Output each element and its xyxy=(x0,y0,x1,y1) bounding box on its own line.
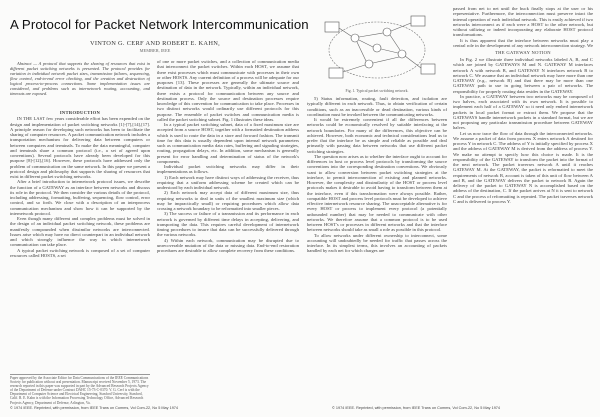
column-1 xyxy=(10,110,150,372)
paper-title: A Protocol for Packet Network Intercommunication xyxy=(10,17,309,32)
col2-paragraph: of one or more packet switches, and a collection of communication media that interconnect the packet switches. Within each HOST, we assume that there exist processes which must communicate with processes in their own or other HOSTS. Any current definition of a process will be adequate for our purposes [13]. These processes are generally the ultimate source and destination of data in the network. Typically, within an individual network, there exists a protocol for communication between any source and destination process. Only the source and destination processes require knowledge of this convention for communication to take place. Processes in two distinct networks would ordinarily use different protocols for this purpose. The ensemble of packet switches and communication media is called the packet switching subnet. Fig. 1 illustrates these ideas. xyxy=(157,59,299,122)
footer-copyright-left: © 1974 IEEE. Reprinted, with permission, from IEEE Trans on Comms, Vol Com-22, No 5 May 1974 xyxy=(10,406,179,410)
paper-authors: VINTON G. CERF AND ROBERT E. KAHN, xyxy=(89,40,221,47)
col2-paragraph: Individual packet switching networks may differ in their implementations as follows. xyxy=(157,164,299,175)
col4-paragraph: Let us now trace the flow of data through the interconnected networks. We assume a packet of data from process X enters network A destined for process Y in network C. The address of Y is initially specified by process X and the address of GATEWAY M is derived from the address of process Y. We make no attempt to specify how this choice is made. It is the responsibility of the GATEWAY to transform the packet into the format of the next network. The packet traverses network A until it reaches GATEWAY M. At the GATEWAY, the packet is reformatted to meet the requirements of network B, account is taken of this unit of flow between A and B, and the GATEWAY delivers the packet to network B. Again the delivery of the packet to GATEWAY N is accomplished based on the address of the destination, C. If the packet arrives at N it is sent to network C and the process of reformatting is repeated. The packet traverses network C and is delivered to process Y. xyxy=(453,130,593,204)
col2-paragraph: 2) Each network may accept data of different maximum size, thus requiring networks to deal in units of the smallest maximum size (which may be impractically small) or requiring procedures which allow data crossing a network boundary to be reformatted into smaller pieces. xyxy=(157,190,299,211)
packet-switch-node xyxy=(351,34,359,42)
column-2 xyxy=(157,59,299,401)
col1-paragraph: IN THE LAST few years considerable effort has been expended on the design and implementation of packet switching networks [1]-[7],[14],[17]. A principle reason for developing such networks has been to facilitate the sharing of computer resources. A packet communication network includes a transportation mechanism for delivering data between computers or between computers and terminals. To make the data meaningful, computer and terminals share a common protocol (i.e., a set of agreed upon conventions). Several protocols have already been developed for this purpose [8]-[12],[16]. However, these protocols have addressed only the problem of communication on the same network. In this paper we present a protocol design and philosophy that supports the sharing of resources that exist in different packet switching networks. xyxy=(10,116,150,179)
packet-switch-node xyxy=(398,50,406,58)
figure-caption: Fig. 1. Typical packet switching network. xyxy=(345,89,409,93)
col3-paragraph: 5) Status information, routing, fault detection, and isolation are typically different in each network. Thus, to obtain verification of certain conditions, such as an inaccessible or dead destination, various kinds of coordination must be invoked between the communicating networks. xyxy=(307,96,447,117)
col3-paragraph: The question now arises as to whether the interface ought to account for differences in host or process level protocols by transforming the source conventions into the corresponding destination conventions. We obviously want to allow conversion between packet switching strategies at the interface, to permit interconnection of existing and planned networks. However, the complexity and dissimilarity of the HOST or process level protocols makes it desirable to avoid having to transform between them at the interface, even if this transformation were always possible. Rather, compatible HOST and process level protocols must be developed to achieve effective internetwork resource sharing. The unacceptable alternative is for every HOST or process to implement every protocol (a potentially unbounded number) that may be needed to communicate with other networks. We therefore assume that a common protocol is to be used between HOST's or processes in different networks and that the interface between networks should take as small a role as possible in this protocol. xyxy=(307,153,447,233)
host-link xyxy=(405,56,421,68)
col4-paragraph: In practice, a GATEWAY between two networks may be composed of two halves, each associated with its own network. It is possible to implement each half of a GATEWAY so it need only embed internetwork packets in local packet format or extract them. We propose that the GATEWAYS handle internetwork packets in a standard format, but we are not proposing any particular transmission procedure between GATEWAY halves. xyxy=(453,93,593,131)
col2-paragraph: 3) The success or failure of a transmission and its performance in each network is governed by different time delays in accepting, delivering, and transporting the data. This requires careful development of internetwork timing procedures to insure that data can be successfully delivered through the various networks. xyxy=(157,211,299,238)
gateway-section-heading: THE GATEWAY NOTION xyxy=(495,50,551,55)
packet-switch-node xyxy=(373,44,381,52)
link xyxy=(373,57,399,63)
packet-switch-node xyxy=(383,28,391,36)
column-3 xyxy=(307,96,447,401)
col4-paragraph: passed from net to net until the buck finally stops at the user or his representative. Furthermore, the interconnection must preserve intact the internal operation of each individual network. This is easily achieved if two networks interconnect as if each were a HOST to the other network, but without utilizing or indeed incorporating any elaborate HOST protocol transformations. xyxy=(453,6,593,38)
column-4-top xyxy=(453,6,593,48)
col3-paragraph: To allow networks under different ownership to interconnect, some accounting will undoubtedly be needed for traffic that passes across the interface. In its simplest terms, this involves an accounting of packets handled by each net for which charges are xyxy=(307,232,447,254)
author-note: MEMBER, IEEE xyxy=(139,48,171,53)
col4-paragraph: In Fig. 2 we illustrate three individual networks labeled A, B, and C which are joined by GATEWAYS M and N. GATEWAY M interfaces network A with network B, and GATEWAY N interfaces network B to network C. We assume that an individual network may have more than one GATEWAY (e.g., network B) and that there may be more than one GATEWAY path to use in going between a pair of networks. The responsibility for properly routing data resides in the GATEWAY. xyxy=(453,57,593,94)
link xyxy=(359,33,383,37)
link xyxy=(390,35,400,50)
col4-paragraph: It is thus apparent that the interface between networks must play a central role in the development of any network interconnection strategy. We xyxy=(453,37,593,48)
abstract-text: Abstract — A protocol that supports the sharing of resources that exist in different packet switching networks is presented. The protocol provides for variation in individual network packet sizes, transmission failures, sequencing, flow control, end-to-end error checking, and the creation and destruction of logical process-to-process connections. Some implementation issues are considered, and problems such as internetwork routing, accounting, and timeouts are exposed. xyxy=(10,61,150,96)
host-box xyxy=(421,64,435,74)
host-link xyxy=(391,23,411,31)
network-diagram-figure xyxy=(307,8,447,89)
link xyxy=(381,49,398,53)
footnote: Paper approved by the Associate Editor for Data Communications of the IEEE Communications Society for publication without oral presentation. Manuscript received November 5, 1973. The research reported in this paper was supported in part by the Advanced Research Projects Agency of the Department of Defense under Contract DAHC 15-73-C-0370. V. G. Cerf is with the Department of Computer Science and Electrical Engineering, Stanford University, Stanford, Calif. R. E. Kahn is with the Information Processing Technology Office, Advanced Research Projects Agency, Department of Defense, Arlington, Va. xyxy=(10,374,150,409)
abstract xyxy=(10,61,150,105)
col1-paragraph: A typical packet switching network is composed of a set of computer resources called HOSTS, a set xyxy=(10,247,150,258)
col3-paragraph: It would be extremely convenient if all the differences between networks could be economically resolved by suitable interfacing at the network boundaries. For many of the differences, this objective can be achieved. However, both economic and technical considerations lead us to prefer that the interface be as simple and reliable as possible and deal primarily with passing data between networks that use different packet switching strategies. xyxy=(307,117,447,154)
link xyxy=(359,40,373,47)
host-box xyxy=(411,16,425,26)
host-link xyxy=(343,65,365,72)
host-box xyxy=(329,68,343,78)
column-4 xyxy=(453,57,593,401)
packet-switch-node xyxy=(365,60,373,68)
link xyxy=(357,42,366,61)
col2-paragraph: 4) Within each network, communication may be disrupted due to unrecoverable mutation of the data or missing data. End-to-end restoration procedures are desirable to allow complete recovery from these conditions. xyxy=(157,237,299,253)
col2-paragraph: 1) Each network may have distinct ways of addressing the receiver, thus requiring that a uniform addressing scheme be created which can be understood by each individual network. xyxy=(157,174,299,190)
intro-heading: INTRODUCTION xyxy=(59,110,101,115)
footer-copyright-right: © 1974 IEEE. Reprinted, with permission, from IEEE Trans on Comms, Vol Com-22, No 5 May 1974 xyxy=(332,406,501,410)
col1-paragraph: After a brief introduction to internetwork protocol issues, we describe the function of a GATEWAY as an interface between networks and discuss its role in the protocol. We then consider the various details of the protocol, including addressing, formatting, buffering, sequencing, flow control, error control, and so forth. We close with a description of an interprocess communication mechanism and show how it can be supported by the internetwork protocol. xyxy=(10,179,150,216)
host-box xyxy=(325,22,339,32)
col1-paragraph: Even though many different and complex problems must be solved in the design of an individual packet switching network, these problems are manifestly compounded when dissimilar networks are interconnected. Issues arise which may have no direct counterpart in an individual network and which strongly influence the way in which internetwork communication can take place. xyxy=(10,216,150,248)
col2-paragraph: In a typical packet switching subnet, data of a fixed maximum size are accepted from a source HOST, together with a formatted destination address which is used to route the data in a store and forward fashion. The transmit time for this data is usually dependent upon internal network parameters such as communication media data rates, buffering and signaling strategies, routing, propagation delays, etc. In addition, some mechanism is generally present for error handling and determination of status of the network's components. xyxy=(157,122,299,164)
